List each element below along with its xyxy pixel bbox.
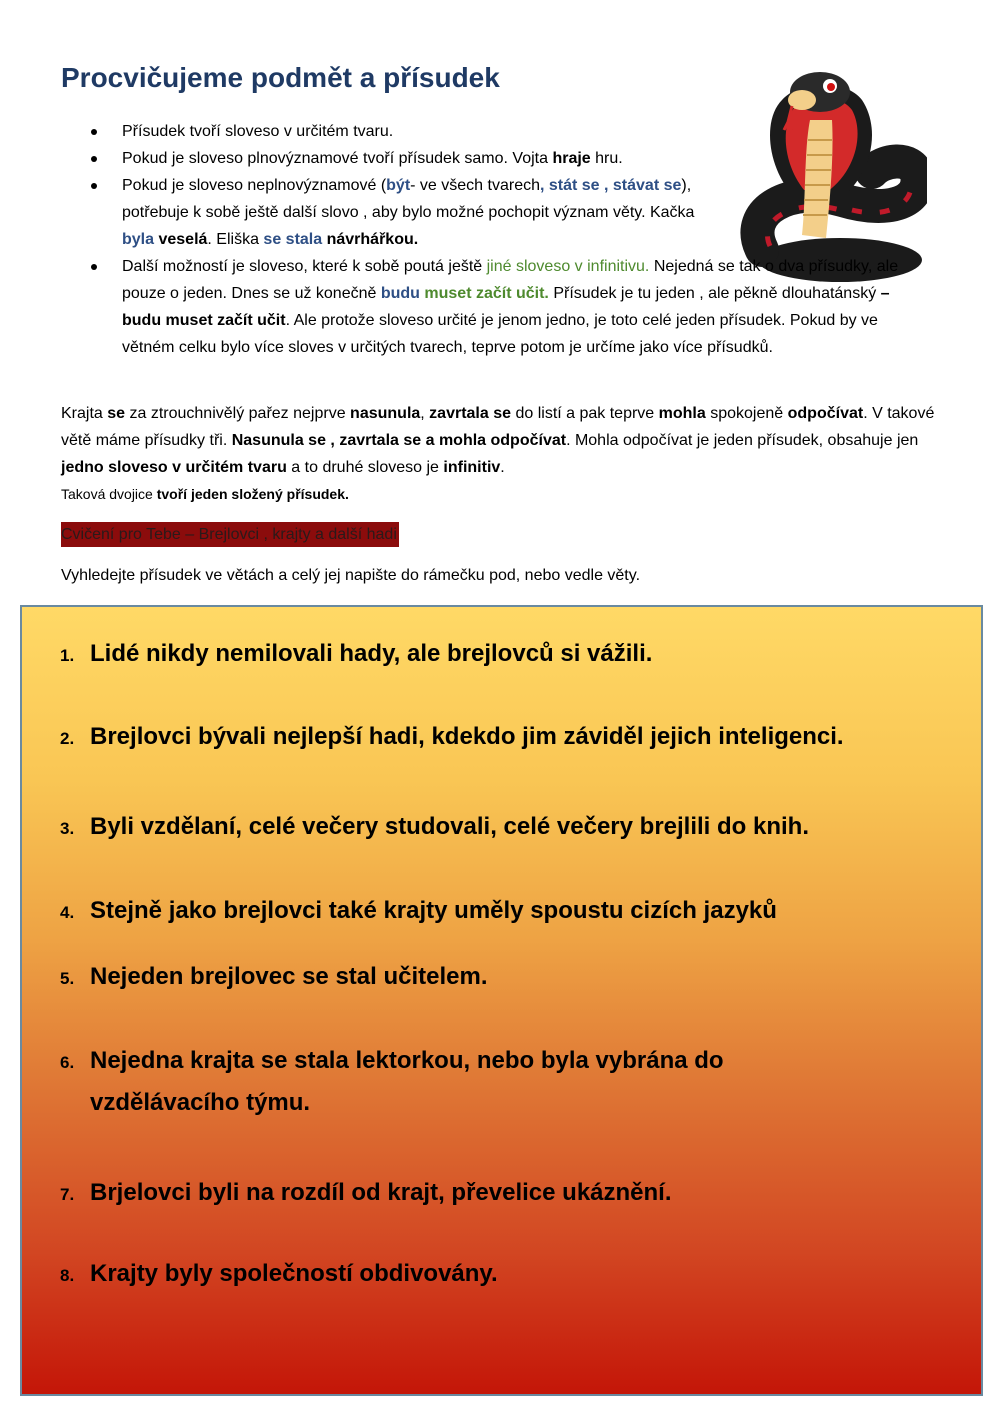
exercise-item: 3. Byli vzdělaní, celé večery studovali, celé večery brejlili do knih.	[60, 813, 810, 840]
exercise-item: 7. Brjelovci byli na rozdíl od krajt, převelice ukáznění.	[60, 1179, 672, 1206]
exercise-item: 6. Nejedna krajta se stala lektorkou, nebo byla vybrána do vzdělávacího týmu.	[60, 1047, 724, 1116]
exercise-item: 1. Lidé nikdy nemilovali hady, ale brejlovců si vážili.	[60, 640, 653, 667]
rule-item: Pokud je sloveso neplnovýznamové (být- ve všech tvarech, stát se , stávat se), potřebuje k sobě ještě další slovo , aby bylo možné pochopit význam věty. Kačka byla veselá. Eliška se stala návrhářkou.	[88, 172, 712, 253]
exercise-heading: Cvičení pro Tebe – Brejlovci , krajty a další hadi	[61, 522, 399, 547]
example-paragraph: Krajta se za ztrouchnivělý pařez nejprve nasunula, zavrtala se do listí a pak teprve mohla spokojeně odpočívat. V takové větě máme přísudky tři. Nasunula se , zavrtala se a mohla odpočívat. Mohla odpočívat je jeden přísudek, obsahuje jen jedno sloveso v určitém tvaru a to druhé sloveso je infinitiv. Taková dvojice tvoří jeden složený přísudek.	[61, 405, 935, 502]
rule-item: Pokud je sloveso plnovýznamové tvoří přísudek samo. Vojta hraje hru.	[88, 145, 928, 172]
exercise-item: 8. Krajty byly společností obdivovány.	[60, 1260, 498, 1287]
instruction-text: Vyhledejte přísudek ve větách a celý jej napište do rámečku pod, nebo vedle věty.	[61, 567, 641, 584]
exercise-item: 2. Brejlovci bývali nejlepší hadi, kdekdo jim záviděl jejich inteligenci.	[60, 723, 844, 750]
rule-item: Další možností je sloveso, které k sobě poutá ještě jiné sloveso v infinitivu. Nejedná se tak o dva přísudky, ale pouze o jeden. Dnes se už konečně budu muset začít učit. Přísudek je tu jeden , ale pěkně dlouhatánský – budu muset začít učit. Ale protože sloveso určité je jenom jedno, je toto celé jeden přísudek. Pokud by ve větném celku bylo více sloves v určitých tvarech, teprve potom je určíme jako více přísudků.	[88, 253, 928, 361]
exercise-item: 5. Nejeden brejlovec se stal učitelem.	[60, 963, 488, 990]
page-title: Procvičujeme podmět a přísudek	[61, 62, 500, 93]
rule-item: Přísudek tvoří sloveso v určitém tvaru.	[88, 118, 928, 145]
rules-list	[88, 118, 928, 361]
exercise-item: 4. Stejně jako brejlovci také krajty uměly spoustu cizích jazyků	[60, 897, 777, 924]
